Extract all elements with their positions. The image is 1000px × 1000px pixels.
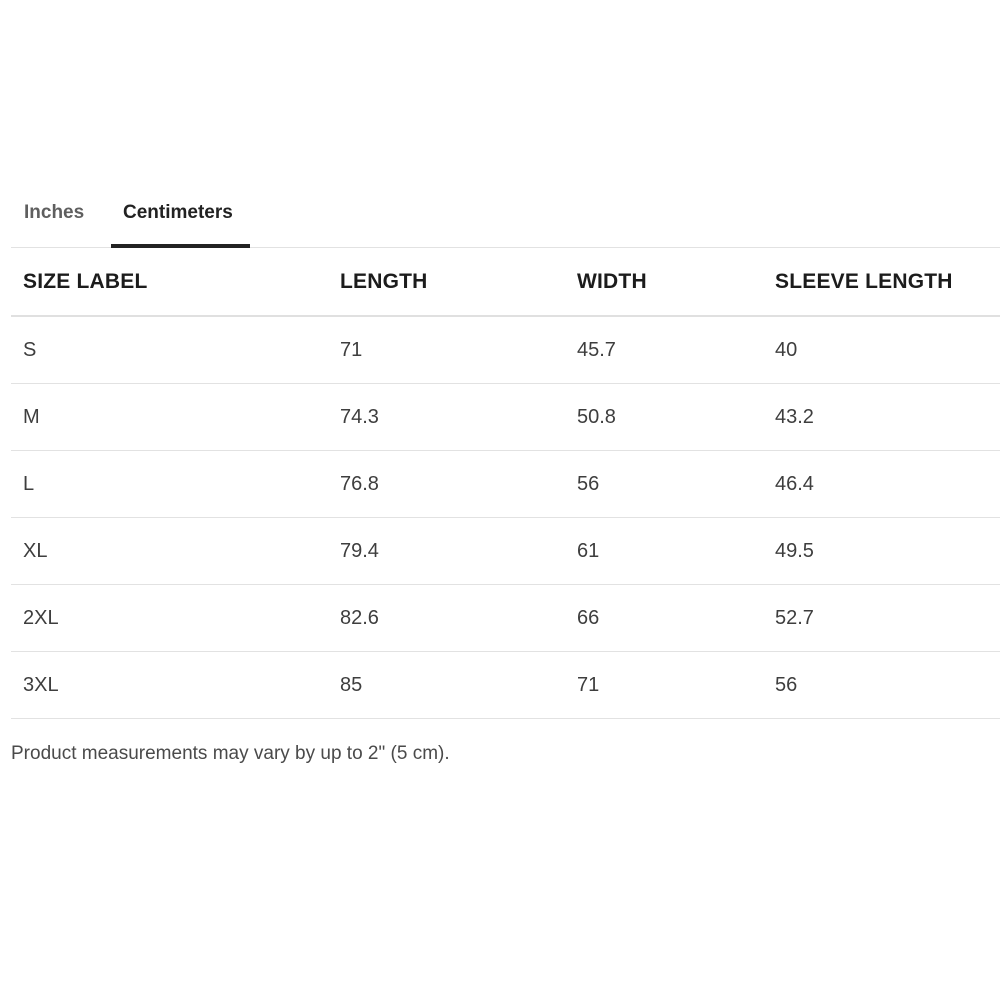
size-table (11, 248, 1000, 719)
length-cell: 82.6 (328, 585, 565, 652)
measurement-note: Product measurements may vary by up to 2" (5 cm). (11, 743, 450, 764)
header-sleeve-length: SLEEVE LENGTH (763, 248, 1000, 316)
sleeve-cell: 52.7 (763, 585, 1000, 652)
table-row (11, 451, 1000, 518)
table-row (11, 652, 1000, 719)
sleeve-cell: 56 (763, 652, 1000, 719)
width-cell: 50.8 (565, 384, 763, 451)
size-cell: M (11, 384, 328, 451)
width-cell: 56 (565, 451, 763, 518)
length-cell: 74.3 (328, 384, 565, 451)
width-cell: 66 (565, 585, 763, 652)
table-row (11, 585, 1000, 652)
tab-inches[interactable]: Inches (24, 202, 85, 223)
header-width: WIDTH (565, 248, 763, 316)
header-size-label: SIZE LABEL (11, 248, 328, 316)
width-cell: 61 (565, 518, 763, 585)
tab-centimeters[interactable]: Centimeters (123, 202, 233, 223)
sleeve-cell: 43.2 (763, 384, 1000, 451)
unit-tabs (11, 190, 1000, 248)
size-cell: 2XL (11, 585, 328, 652)
size-cell: XL (11, 518, 328, 585)
table-row (11, 518, 1000, 585)
header-length: LENGTH (328, 248, 565, 316)
sleeve-cell: 49.5 (763, 518, 1000, 585)
length-cell: 79.4 (328, 518, 565, 585)
length-cell: 71 (328, 316, 565, 384)
width-cell: 45.7 (565, 316, 763, 384)
table-row (11, 316, 1000, 384)
sleeve-cell: 46.4 (763, 451, 1000, 518)
size-cell: 3XL (11, 652, 328, 719)
active-tab-indicator (111, 244, 250, 248)
table-header-row (11, 248, 1000, 316)
table-row (11, 384, 1000, 451)
size-chart (11, 190, 1000, 765)
width-cell: 71 (565, 652, 763, 719)
length-cell: 76.8 (328, 451, 565, 518)
size-cell: S (11, 316, 328, 384)
length-cell: 85 (328, 652, 565, 719)
sleeve-cell: 40 (763, 316, 1000, 384)
size-cell: L (11, 451, 328, 518)
